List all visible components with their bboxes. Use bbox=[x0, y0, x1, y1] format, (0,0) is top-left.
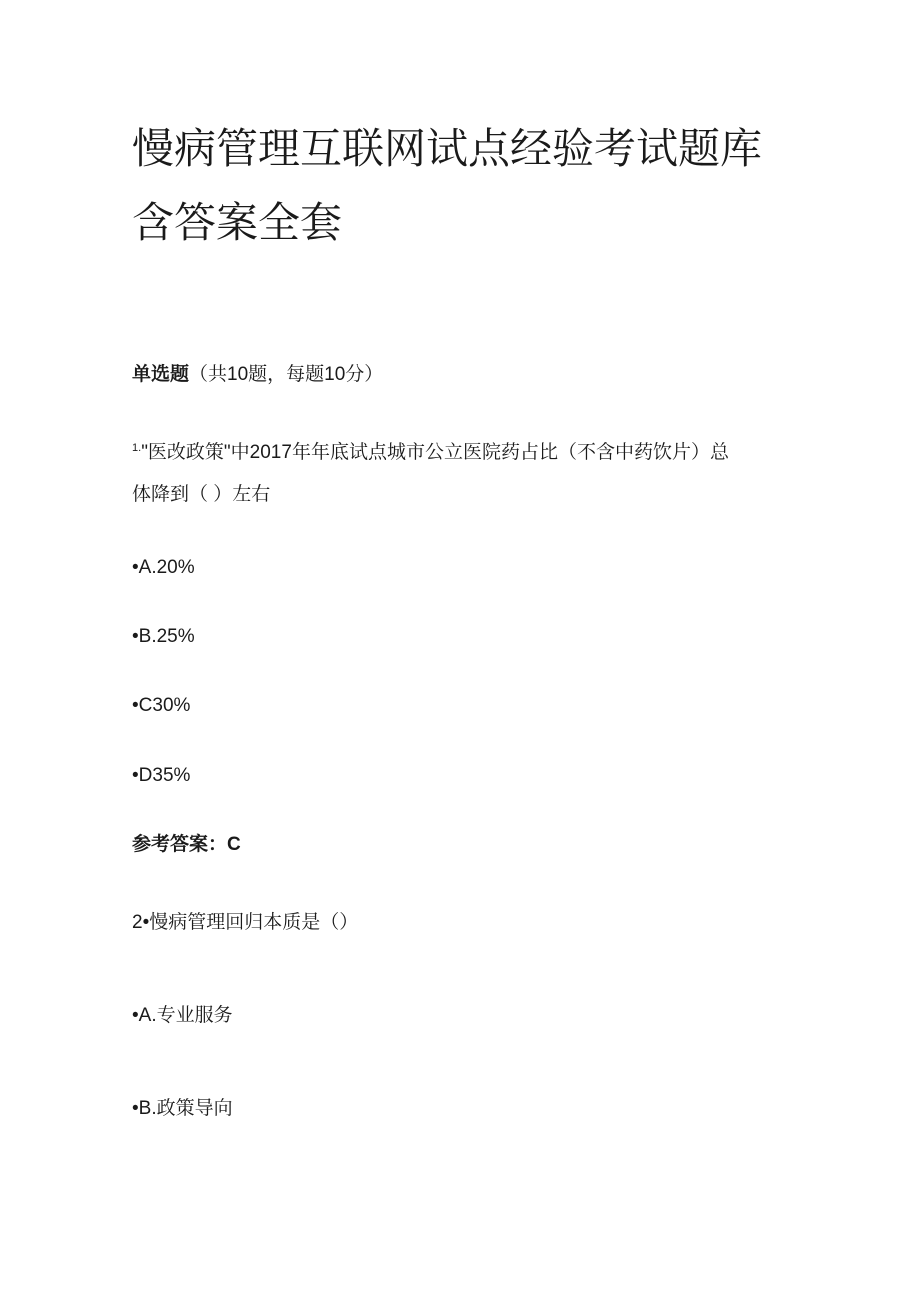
question-1-number: 1. bbox=[132, 442, 142, 454]
question-1-answer bbox=[132, 833, 241, 857]
question-2-option-a: •A.专业服务 bbox=[132, 1005, 233, 1026]
answer-label: 参考答案： bbox=[132, 834, 228, 855]
document-title bbox=[132, 112, 812, 260]
question-1-line-2 bbox=[132, 483, 270, 507]
question-1-option-b: •B.25% bbox=[132, 626, 195, 647]
question-1-option-a: •A.20% bbox=[132, 557, 195, 578]
section-label: 单选题 bbox=[132, 364, 190, 385]
question-1-text-2: 体降到（ ）左右 bbox=[132, 484, 271, 505]
question-2-line-1 bbox=[132, 911, 358, 935]
question-1-option-d: •D35% bbox=[132, 765, 191, 786]
title-line-2: 含答案全套 bbox=[132, 198, 343, 247]
title-line-1: 慢病管理互联网试点经验考试题库 bbox=[132, 124, 763, 173]
question-1-text-1: "医改政策"中2017年年底试点城市公立医院药占比（不含中药饮片）总 bbox=[141, 442, 729, 463]
section-heading bbox=[132, 363, 383, 387]
question-1-line-1 bbox=[132, 436, 729, 465]
question-2-text-1: 慢病管理回归本质是（） bbox=[149, 912, 359, 933]
question-1-option-c: •C30% bbox=[132, 695, 191, 716]
question-2-option-b: •B.政策导向 bbox=[132, 1098, 233, 1119]
question-2-number: 2• bbox=[132, 912, 150, 933]
answer-value: C bbox=[227, 834, 241, 855]
section-detail: （共10题，每题10分） bbox=[189, 364, 384, 385]
